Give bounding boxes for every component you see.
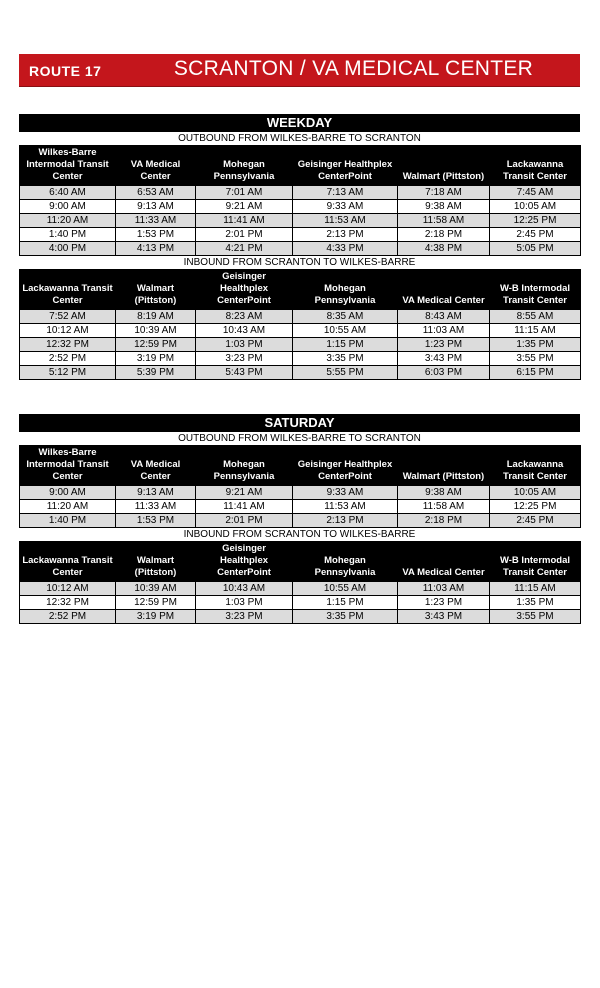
stop-header: Geisinger Healthplex CenterPoint [196, 269, 293, 310]
table-row [20, 242, 581, 256]
time-cell: 12:32 PM [20, 338, 116, 352]
time-cell: 3:35 PM [293, 352, 398, 366]
time-cell: 8:19 AM [116, 310, 196, 324]
stop-header: W-B Intermodal Transit Center [490, 269, 581, 310]
stop-header: Lackawanna Transit Center [490, 445, 581, 486]
time-cell: 8:43 AM [398, 310, 490, 324]
time-cell: 12:59 PM [116, 338, 196, 352]
header-row [20, 445, 581, 486]
time-cell: 3:55 PM [490, 610, 581, 624]
time-cell: 10:55 AM [293, 582, 398, 596]
time-cell: 10:12 AM [20, 324, 116, 338]
stop-header: VA Medical Center [398, 269, 490, 310]
time-cell: 1:03 PM [196, 596, 293, 610]
time-cell: 9:21 AM [196, 486, 293, 500]
time-cell: 1:53 PM [116, 514, 196, 528]
weekday-heading: WEEKDAY [19, 114, 580, 132]
time-cell: 4:21 PM [196, 242, 293, 256]
stop-header: Walmart (Pittston) [398, 145, 490, 186]
weekday-outbound-direction: OUTBOUND FROM WILKES-BARRE TO SCRANTON [178, 133, 421, 144]
saturday-outbound-table [19, 445, 581, 528]
stop-header: Mohegan Pennsylvania [196, 445, 293, 486]
time-cell: 11:58 AM [398, 500, 490, 514]
saturday-section [19, 414, 580, 624]
table-row [20, 338, 581, 352]
time-cell: 9:00 AM [20, 486, 116, 500]
time-cell: 12:32 PM [20, 596, 116, 610]
table-row [20, 596, 581, 610]
time-cell: 12:25 PM [490, 214, 581, 228]
stop-header: Lackawanna Transit Center [20, 269, 116, 310]
time-cell: 1:35 PM [490, 338, 581, 352]
time-cell: 5:39 PM [116, 366, 196, 380]
time-cell: 2:52 PM [20, 610, 116, 624]
stop-header: Mohegan Pennsylvania [293, 541, 398, 582]
table-row [20, 514, 581, 528]
table-row [20, 366, 581, 380]
time-cell: 11:58 AM [398, 214, 490, 228]
stop-header: Walmart (Pittston) [398, 445, 490, 486]
table-row [20, 310, 581, 324]
time-cell: 1:40 PM [20, 514, 116, 528]
time-cell: 10:05 AM [490, 200, 581, 214]
table-row [20, 200, 581, 214]
time-cell: 6:53 AM [116, 186, 196, 200]
time-cell: 7:52 AM [20, 310, 116, 324]
time-cell: 11:03 AM [398, 324, 490, 338]
time-cell: 2:18 PM [398, 514, 490, 528]
time-cell: 8:35 AM [293, 310, 398, 324]
saturday-heading: SATURDAY [19, 414, 580, 432]
time-cell: 11:20 AM [20, 214, 116, 228]
time-cell: 1:35 PM [490, 596, 581, 610]
weekday-inbound-direction: INBOUND FROM SCRANTON TO WILKES-BARRE [183, 257, 416, 268]
stop-header: Mohegan Pennsylvania [293, 269, 398, 310]
time-cell: 7:13 AM [293, 186, 398, 200]
weekday-outbound-table [19, 145, 581, 256]
time-cell: 7:18 AM [398, 186, 490, 200]
time-cell: 10:39 AM [116, 582, 196, 596]
time-cell: 9:00 AM [20, 200, 116, 214]
time-cell: 1:23 PM [398, 596, 490, 610]
time-cell: 3:23 PM [196, 610, 293, 624]
time-cell: 11:03 AM [398, 582, 490, 596]
time-cell: 7:45 AM [490, 186, 581, 200]
time-cell: 9:33 AM [293, 200, 398, 214]
time-cell: 11:20 AM [20, 500, 116, 514]
saturday-inbound-table [19, 541, 581, 624]
time-cell: 1:15 PM [293, 596, 398, 610]
route-banner [19, 54, 580, 87]
time-cell: 9:38 AM [398, 200, 490, 214]
time-cell: 10:43 AM [196, 582, 293, 596]
time-cell: 5:05 PM [490, 242, 581, 256]
time-cell: 2:01 PM [196, 514, 293, 528]
time-cell: 11:41 AM [196, 500, 293, 514]
table-row [20, 486, 581, 500]
table-row [20, 186, 581, 200]
route-number: ROUTE 17 [29, 63, 102, 79]
time-cell: 11:53 AM [293, 500, 398, 514]
time-cell: 12:25 PM [490, 500, 581, 514]
stop-header: Lackawanna Transit Center [20, 541, 116, 582]
time-cell: 12:59 PM [116, 596, 196, 610]
header-row [20, 145, 581, 186]
stop-header: VA Medical Center [398, 541, 490, 582]
time-cell: 7:01 AM [196, 186, 293, 200]
stop-header: W-B Intermodal Transit Center [490, 541, 581, 582]
time-cell: 5:43 PM [196, 366, 293, 380]
stop-header: VA Medical Center [116, 145, 196, 186]
table-row [20, 582, 581, 596]
time-cell: 10:39 AM [116, 324, 196, 338]
stop-header: Wilkes-Barre Intermodal Transit Center [20, 145, 116, 186]
header-row [20, 541, 581, 582]
time-cell: 3:35 PM [293, 610, 398, 624]
time-cell: 8:23 AM [196, 310, 293, 324]
time-cell: 3:19 PM [116, 610, 196, 624]
time-cell: 3:43 PM [398, 610, 490, 624]
time-cell: 11:33 AM [116, 214, 196, 228]
table-row [20, 610, 581, 624]
stop-header: Wilkes-Barre Intermodal Transit Center [20, 445, 116, 486]
stop-header: Walmart (Pittston) [116, 269, 196, 310]
route-name: SCRANTON / VA MEDICAL CENTER [173, 57, 534, 80]
time-cell: 3:23 PM [196, 352, 293, 366]
table-row [20, 228, 581, 242]
weekday-inbound-table [19, 269, 581, 380]
table-row [20, 214, 581, 228]
saturday-outbound-direction: OUTBOUND FROM WILKES-BARRE TO SCRANTON [178, 433, 421, 444]
weekday-section [19, 114, 580, 380]
time-cell: 4:38 PM [398, 242, 490, 256]
time-cell: 9:33 AM [293, 486, 398, 500]
time-cell: 3:43 PM [398, 352, 490, 366]
time-cell: 11:15 AM [490, 324, 581, 338]
time-cell: 11:53 AM [293, 214, 398, 228]
time-cell: 6:40 AM [20, 186, 116, 200]
time-cell: 1:40 PM [20, 228, 116, 242]
time-cell: 9:38 AM [398, 486, 490, 500]
stop-header: VA Medical Center [116, 445, 196, 486]
stop-header: Mohegan Pennsylvania [196, 145, 293, 186]
time-cell: 5:55 PM [293, 366, 398, 380]
time-cell: 10:12 AM [20, 582, 116, 596]
time-cell: 2:13 PM [293, 228, 398, 242]
time-cell: 4:13 PM [116, 242, 196, 256]
time-cell: 10:43 AM [196, 324, 293, 338]
time-cell: 2:13 PM [293, 514, 398, 528]
stop-header: Lackawanna Transit Center [490, 145, 581, 186]
time-cell: 6:15 PM [490, 366, 581, 380]
time-cell: 1:53 PM [116, 228, 196, 242]
time-cell: 11:15 AM [490, 582, 581, 596]
time-cell: 6:03 PM [398, 366, 490, 380]
saturday-inbound-direction: INBOUND FROM SCRANTON TO WILKES-BARRE [183, 529, 416, 540]
time-cell: 9:13 AM [116, 200, 196, 214]
table-row [20, 500, 581, 514]
time-cell: 5:12 PM [20, 366, 116, 380]
table-row [20, 352, 581, 366]
time-cell: 1:23 PM [398, 338, 490, 352]
time-cell: 3:55 PM [490, 352, 581, 366]
stop-header: Geisinger Healthplex CenterPoint [196, 541, 293, 582]
time-cell: 2:18 PM [398, 228, 490, 242]
stop-header: Geisinger Healthplex CenterPoint [293, 145, 398, 186]
table-row [20, 324, 581, 338]
time-cell: 2:52 PM [20, 352, 116, 366]
time-cell: 1:03 PM [196, 338, 293, 352]
stop-header: Geisinger Healthplex CenterPoint [293, 445, 398, 486]
time-cell: 3:19 PM [116, 352, 196, 366]
time-cell: 2:01 PM [196, 228, 293, 242]
time-cell: 9:13 AM [116, 486, 196, 500]
time-cell: 11:33 AM [116, 500, 196, 514]
time-cell: 9:21 AM [196, 200, 293, 214]
time-cell: 10:05 AM [490, 486, 581, 500]
time-cell: 2:45 PM [490, 228, 581, 242]
stop-header: Walmart (Pittston) [116, 541, 196, 582]
time-cell: 4:33 PM [293, 242, 398, 256]
time-cell: 11:41 AM [196, 214, 293, 228]
time-cell: 1:15 PM [293, 338, 398, 352]
time-cell: 10:55 AM [293, 324, 398, 338]
time-cell: 8:55 AM [490, 310, 581, 324]
header-row [20, 269, 581, 310]
time-cell: 2:45 PM [490, 514, 581, 528]
time-cell: 4:00 PM [20, 242, 116, 256]
